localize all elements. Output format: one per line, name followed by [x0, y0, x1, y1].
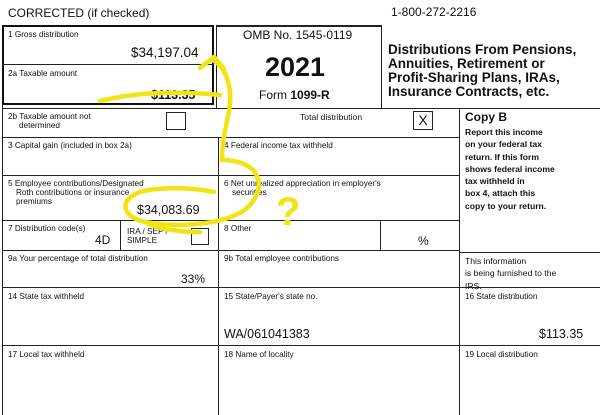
divider — [216, 25, 382, 27]
info-line: This information — [465, 256, 527, 266]
copy-line: copy to your return. — [465, 200, 547, 211]
box2b-label — [8, 112, 91, 130]
box1-value: $34,197.04 — [131, 45, 199, 60]
divider — [380, 220, 381, 250]
box5-label-line: 5 Employee contributions/Designated — [8, 179, 144, 188]
ira-label-line: IRA / SEP / — [127, 227, 168, 236]
box8-label: 8 Other — [224, 224, 252, 233]
info-line: is being furnished to the — [465, 268, 557, 279]
divider — [2, 220, 459, 221]
divider — [2, 108, 600, 109]
copy-line: Report this income — [465, 127, 543, 137]
divider — [216, 25, 217, 108]
box8-percent: % — [418, 234, 429, 248]
box14-label: 14 State tax withheld — [8, 292, 85, 301]
box16-label: 16 State distribution — [465, 292, 538, 301]
title-line: Insurance Contracts, etc. — [388, 84, 550, 99]
divider — [2, 137, 459, 138]
form-title — [388, 43, 576, 99]
question-mark: ? — [276, 190, 301, 234]
title-line: Distributions From Pensions, — [388, 42, 577, 57]
form-prefix: Form — [259, 88, 291, 102]
irs-info-text — [465, 255, 556, 292]
title-line: Profit-Sharing Plans, IRAs, — [388, 70, 560, 85]
box2b-label-line: determined — [19, 121, 60, 130]
box5-label-line: premiums — [16, 197, 52, 206]
divider — [120, 220, 121, 250]
divider — [2, 345, 600, 346]
copy-line: shows federal income — [465, 163, 555, 174]
box15-value: WA/061041383 — [224, 327, 310, 341]
box5-value: $34,083.69 — [137, 203, 200, 217]
total-distribution-label: Total distribution — [300, 112, 363, 122]
box9b-label: 9b Total employee contributions — [224, 254, 339, 263]
total-distribution-checkbox[interactable]: X — [413, 111, 433, 130]
box17-label: 17 Local tax withheld — [8, 350, 85, 359]
box6-label-line: securities — [232, 188, 267, 197]
omb-number: OMB No. 1545-0119 — [243, 28, 353, 42]
copy-line: on your federal tax — [465, 139, 542, 150]
ira-sep-simple-label — [127, 227, 168, 245]
divider — [218, 137, 219, 415]
divider — [2, 250, 459, 251]
box18-label: 18 Name of locality — [224, 350, 294, 359]
divider — [459, 252, 600, 253]
ira-sep-simple-checkbox[interactable] — [191, 228, 209, 245]
form-name: 1099-R — [290, 88, 330, 102]
box2a-label: 2a Taxable amount — [8, 69, 78, 78]
box9a-label: 9a Your percentage of total distribution — [8, 254, 148, 263]
box15-label: 15 State/Payer's state no. — [224, 292, 318, 301]
divider — [2, 175, 459, 176]
box2b-label-line: 2b Taxable amount not — [8, 112, 91, 121]
divider — [2, 64, 214, 65]
divider — [381, 25, 382, 108]
divider — [459, 108, 460, 415]
title-line: Annuities, Retirement or — [388, 56, 545, 71]
ira-label-line: SIMPLE — [127, 236, 158, 245]
divider — [2, 105, 3, 415]
box6-label-line: 6 Net unrealized appreciation in employer's — [224, 179, 381, 188]
box2a-value: $113.35 — [151, 88, 196, 102]
box6-label — [224, 179, 381, 197]
copy-b-instructions — [465, 126, 555, 212]
box5-label-line: Roth contributions or insurance — [16, 188, 130, 197]
copy-b-title: Copy B — [465, 110, 507, 124]
tax-year: 2021 — [265, 52, 326, 82]
copy-line: return. If this form — [465, 151, 540, 162]
box16-value: $113.35 — [539, 327, 584, 341]
form-number — [259, 88, 330, 102]
copy-line: tax withheld in — [465, 176, 525, 187]
box2b-checkbox[interactable] — [166, 112, 186, 130]
box5-label — [8, 179, 144, 206]
corrected-label: CORRECTED (if checked) — [8, 6, 150, 20]
box9a-value: 33% — [181, 272, 206, 286]
box7-label: 7 Distribution code(s) — [8, 224, 86, 233]
phone-number: 1-800-272-2216 — [391, 5, 477, 19]
box7-value: 4D — [95, 233, 111, 247]
box4-label: 4 Federal income tax withheld — [224, 141, 333, 150]
box3-label: 3 Capital gain (included in box 2a) — [8, 141, 132, 150]
info-line: IRS. — [465, 280, 482, 291]
box1-label: 1 Gross distribution — [8, 30, 79, 39]
box19-label: 19 Local distribution — [465, 350, 538, 359]
copy-line: box 4, attach this — [465, 188, 536, 199]
